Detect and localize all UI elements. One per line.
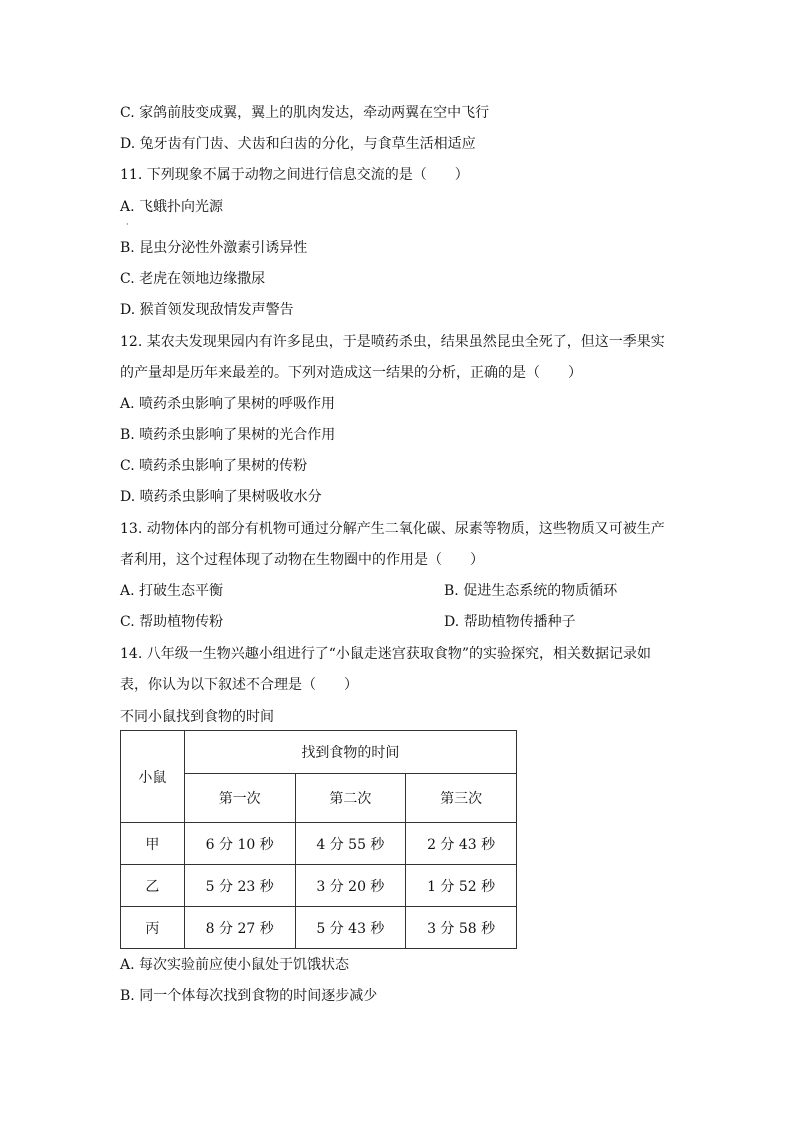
- dot-mark: ·: [126, 220, 129, 229]
- table-row: [121, 907, 517, 949]
- option-d: D. 帮助植物传播种子: [444, 614, 576, 630]
- table-cell: 2 分 43 秒: [406, 823, 517, 865]
- group-header-cell: 找到食物的时间: [184, 731, 516, 774]
- table-caption: 不同小鼠找到食物的时间: [120, 709, 274, 725]
- option-a: A. 每次实验前应使小鼠处于饥饿状态: [120, 957, 350, 973]
- option-b: B. 昆虫分泌性外激素引诱异性: [120, 240, 308, 256]
- question-11: 11. 下列现象不属于动物之间进行信息交流的是（ ）: [120, 167, 469, 183]
- option-b: B. 同一个体每次找到食物的时间逐步减少: [120, 988, 378, 1004]
- row-label: 丙: [121, 907, 185, 949]
- option-line: D. 兔牙齿有门齿、犬齿和臼齿的分化，与食草生活相适应: [120, 136, 476, 152]
- option-c: C. 老虎在领地边缘撒尿: [120, 271, 266, 287]
- option-b: B. 喷药杀虫影响了果树的光合作用: [120, 427, 336, 443]
- table-cell: 8 分 27 秒: [184, 907, 295, 949]
- table-cell: 6 分 10 秒: [184, 823, 295, 865]
- column-header: 第一次: [184, 774, 295, 823]
- option-c: C. 帮助植物传粉: [120, 614, 224, 630]
- question-14-line1: 14. 八年级一生物兴趣小组进行了“小鼠走迷宫获取食物”的实验探究，相关数据记录如: [120, 646, 652, 662]
- option-b: B. 促进生态系统的物质循环: [444, 583, 618, 599]
- option-d: D. 喷药杀虫影响了果树吸收水分: [120, 489, 322, 505]
- data-table: [120, 730, 517, 949]
- row-header-cell: 小鼠: [121, 731, 185, 823]
- option-a: A. 喷药杀虫影响了果树的呼吸作用: [120, 396, 336, 412]
- question-14-line2: 表，你认为以下叙述不合理是（ ）: [120, 677, 358, 693]
- option-c: C. 喷药杀虫影响了果树的传粉: [120, 458, 308, 474]
- row-label: 乙: [121, 865, 185, 907]
- option-d: D. 猴首领发现敌情发声警告: [120, 302, 294, 318]
- option-line: C. 家鸽前肢变成翼，翼上的肌肉发达，牵动两翼在空中飞行: [120, 105, 490, 121]
- option-a: A. 飞蛾扑向光源: [120, 199, 224, 215]
- table-cell: 3 分 20 秒: [295, 865, 406, 907]
- column-header: 第二次: [295, 774, 406, 823]
- table-cell: 5 分 43 秒: [295, 907, 406, 949]
- table-cell: 4 分 55 秒: [295, 823, 406, 865]
- column-header: 第三次: [406, 774, 517, 823]
- option-a: A. 打破生态平衡: [120, 583, 224, 599]
- row-label: 甲: [121, 823, 185, 865]
- table-cell: 3 分 58 秒: [406, 907, 517, 949]
- table-cell: 1 分 52 秒: [406, 865, 517, 907]
- table-row: [121, 865, 517, 907]
- question-13-line1: 13. 动物体内的部分有机物可通过分解产生二氧化碳、尿素等物质，这些物质又可被生产: [120, 521, 665, 537]
- question-12-line2: 的产量却是历年来最差的。下列对造成这一结果的分析，正确的是（ ）: [120, 365, 582, 381]
- question-12-line1: 12. 某农夫发现果园内有许多昆虫，于是喷药杀虫，结果虽然昆虫全死了，但这一季果实: [120, 334, 665, 350]
- table-row: [121, 823, 517, 865]
- table-cell: 5 分 23 秒: [184, 865, 295, 907]
- question-13-line2: 者利用，这个过程体现了动物在生物圈中的作用是（ ）: [120, 552, 484, 568]
